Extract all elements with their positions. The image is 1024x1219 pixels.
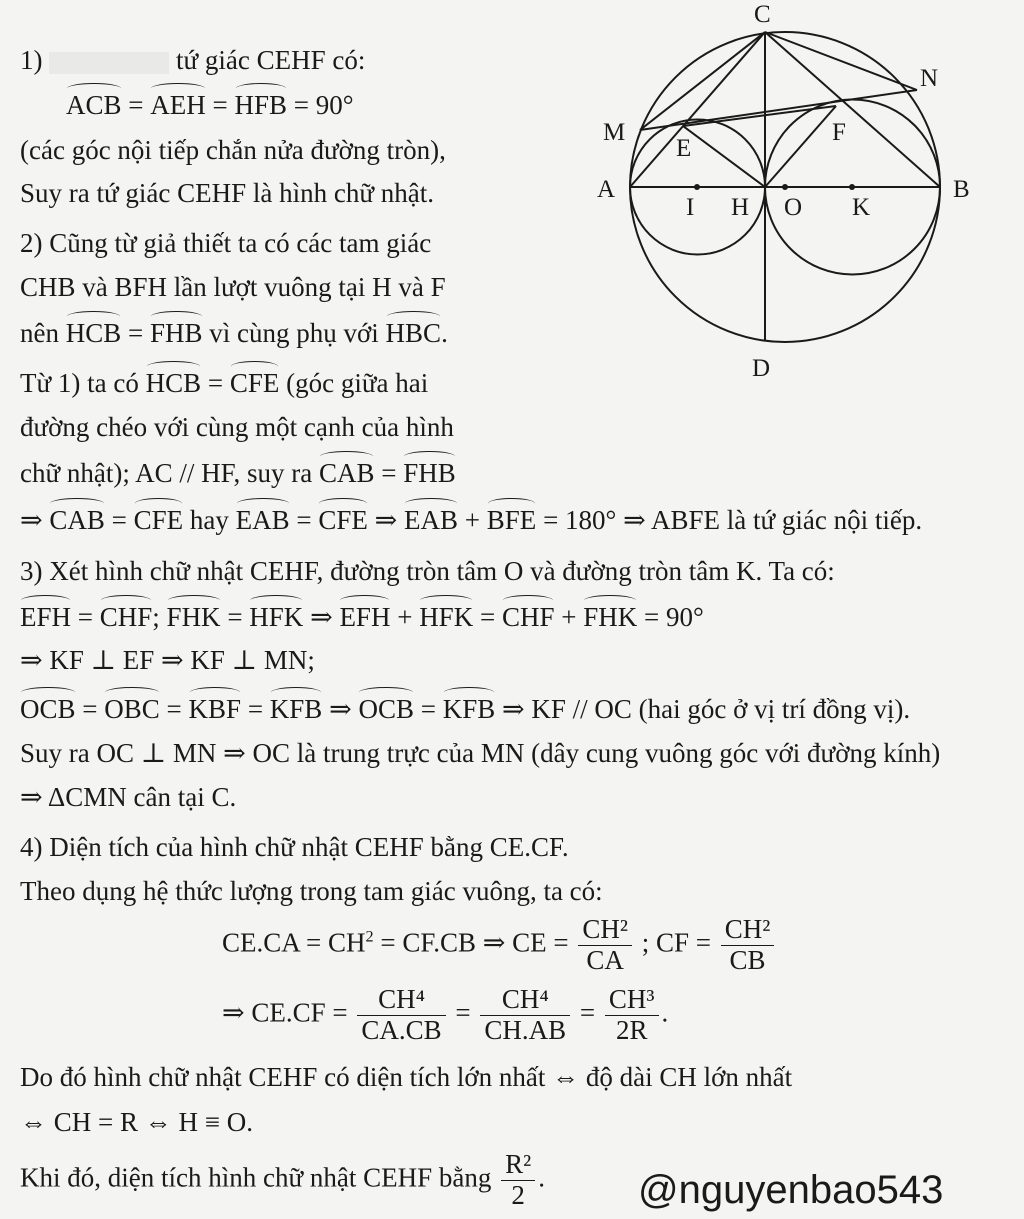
p3-line6: ⇒ ΔCMN cân tại C. [20, 782, 237, 812]
p1-conclusion: Suy ra tứ giác CEHF là hình chữ nhật. [20, 178, 434, 208]
label-f: F [832, 119, 846, 146]
p4-line3: Do đó hình chữ nhật CEHF có diện tích lớn nhất ⇔ độ dài CH lớn nhất [20, 1062, 793, 1092]
p3-line5: Suy ra OC ⊥ MN ⇒ OC là trung trực của MN (dây cung vuông góc với đường kính) [20, 738, 941, 768]
p4-line4: ⇔ CH = R ⇔ H ≡ O. [20, 1107, 253, 1137]
label-d: D [752, 355, 771, 382]
watermark: @nguyenbao543 [638, 1168, 944, 1212]
p2-line1: 2) Cũng từ giả thiết ta có các tam giác [20, 228, 432, 258]
p4-line2: Theo dụng hệ thức lượng trong tam giác vuông, ta có: [20, 876, 603, 906]
label-c: C [754, 1, 771, 28]
point-k [849, 184, 855, 190]
p4-formula1: $CE.CA = CH^2 = CF.CB$ ⇒ CE = $\frac{\text{CH²}}{CA}$ ; CF = $\frac{\text{CH²}}{CB}$ [222, 915, 777, 975]
p4-formula2: ⇒ CE.CF = $\frac{\text{CH⁴}}{CA.CB}$ = $\frac{\text{CH⁴}}{CH.AB}$ = $\frac{\text{CH³}}{2R}$ . [222, 984, 669, 1045]
p1-line1: 1) tứ giác CEHF có: [20, 45, 366, 75]
p4-line1: 4) Diện tích của hình chữ nhật CEHF bằng CE.CF. [20, 832, 569, 862]
p3-line2: EFH = CHF; FHK = HFK ⇒ EFH + HFK = CHF + FHK = 90° [20, 602, 704, 632]
fraction: $\frac{\text{CH⁴}}{CH.AB}$ [480, 985, 570, 1045]
point-i [694, 184, 700, 190]
line-he [683, 126, 765, 187]
label-h: H [731, 194, 750, 221]
label-e: E [676, 135, 692, 162]
fraction: $\frac{\text{CH⁴}}{CA.CB}$ [357, 985, 445, 1045]
label-b: B [953, 176, 970, 203]
fraction: $\frac{\text{CH³}}{2R}$ [605, 985, 659, 1045]
label-k: K [852, 194, 871, 221]
label-m: M [603, 119, 626, 146]
p3-line1: 3) Xét hình chữ nhật CEHF, đường tròn tâm O và đường tròn tâm K. Ta có: [20, 556, 835, 586]
line-cn [765, 32, 917, 90]
p1-reason: (các góc nội tiếp chắn nửa đường tròn), [20, 135, 446, 165]
line-ef [683, 106, 836, 126]
p2-line7: ⇒ CAB = CFE hay EAB = CFE ⇒ EAB + BFE = 180° ⇒ ABFE là tứ giác nội tiếp. [20, 505, 923, 535]
p1-angles: ACB = AEH = HFB = 90° [66, 90, 354, 120]
p2-line2: CHB và BFH lần lượt vuông tại H và F [20, 272, 446, 302]
fraction: $\frac{\text{CH²}}{CA}$ [578, 915, 632, 975]
upper-arc-i [630, 119, 765, 187]
fraction: $\frac{\text{CH²}}{CB}$ [721, 915, 775, 975]
p3-line4: OCB = OBC = KBF = KFB ⇒ OCB = KFB ⇒ KF // OC (hai góc ở vị trí đồng vị). [20, 694, 911, 724]
p3-line3: ⇒ KF ⊥ EF ⇒ KF ⊥ MN; [20, 645, 315, 675]
p2-line6: chữ nhật); AC // HF, suy ra CAB = FHB [20, 458, 456, 488]
p2-line4: Từ 1) ta có HCB = CFE (góc giữa hai [20, 368, 429, 398]
p2-line5: đường chéo với cùng một cạnh của hình [20, 412, 454, 442]
label-i: I [686, 194, 695, 221]
line-cb [765, 32, 940, 187]
label-a: A [597, 176, 616, 203]
label-o: O [784, 194, 803, 221]
point-o [782, 184, 788, 190]
p2-line3: nên HCB = FHB vì cùng phụ với HBC. [20, 318, 448, 348]
blurred-text [49, 52, 169, 74]
p4-line5: Khi đó, diện tích hình chữ nhật CEHF bằng $\frac{\text{R²}}{2}$ . [20, 1149, 545, 1210]
label-n: N [920, 65, 939, 92]
fraction: $\frac{\text{R²}}{2}$ [501, 1150, 535, 1210]
line-mn [640, 90, 917, 130]
